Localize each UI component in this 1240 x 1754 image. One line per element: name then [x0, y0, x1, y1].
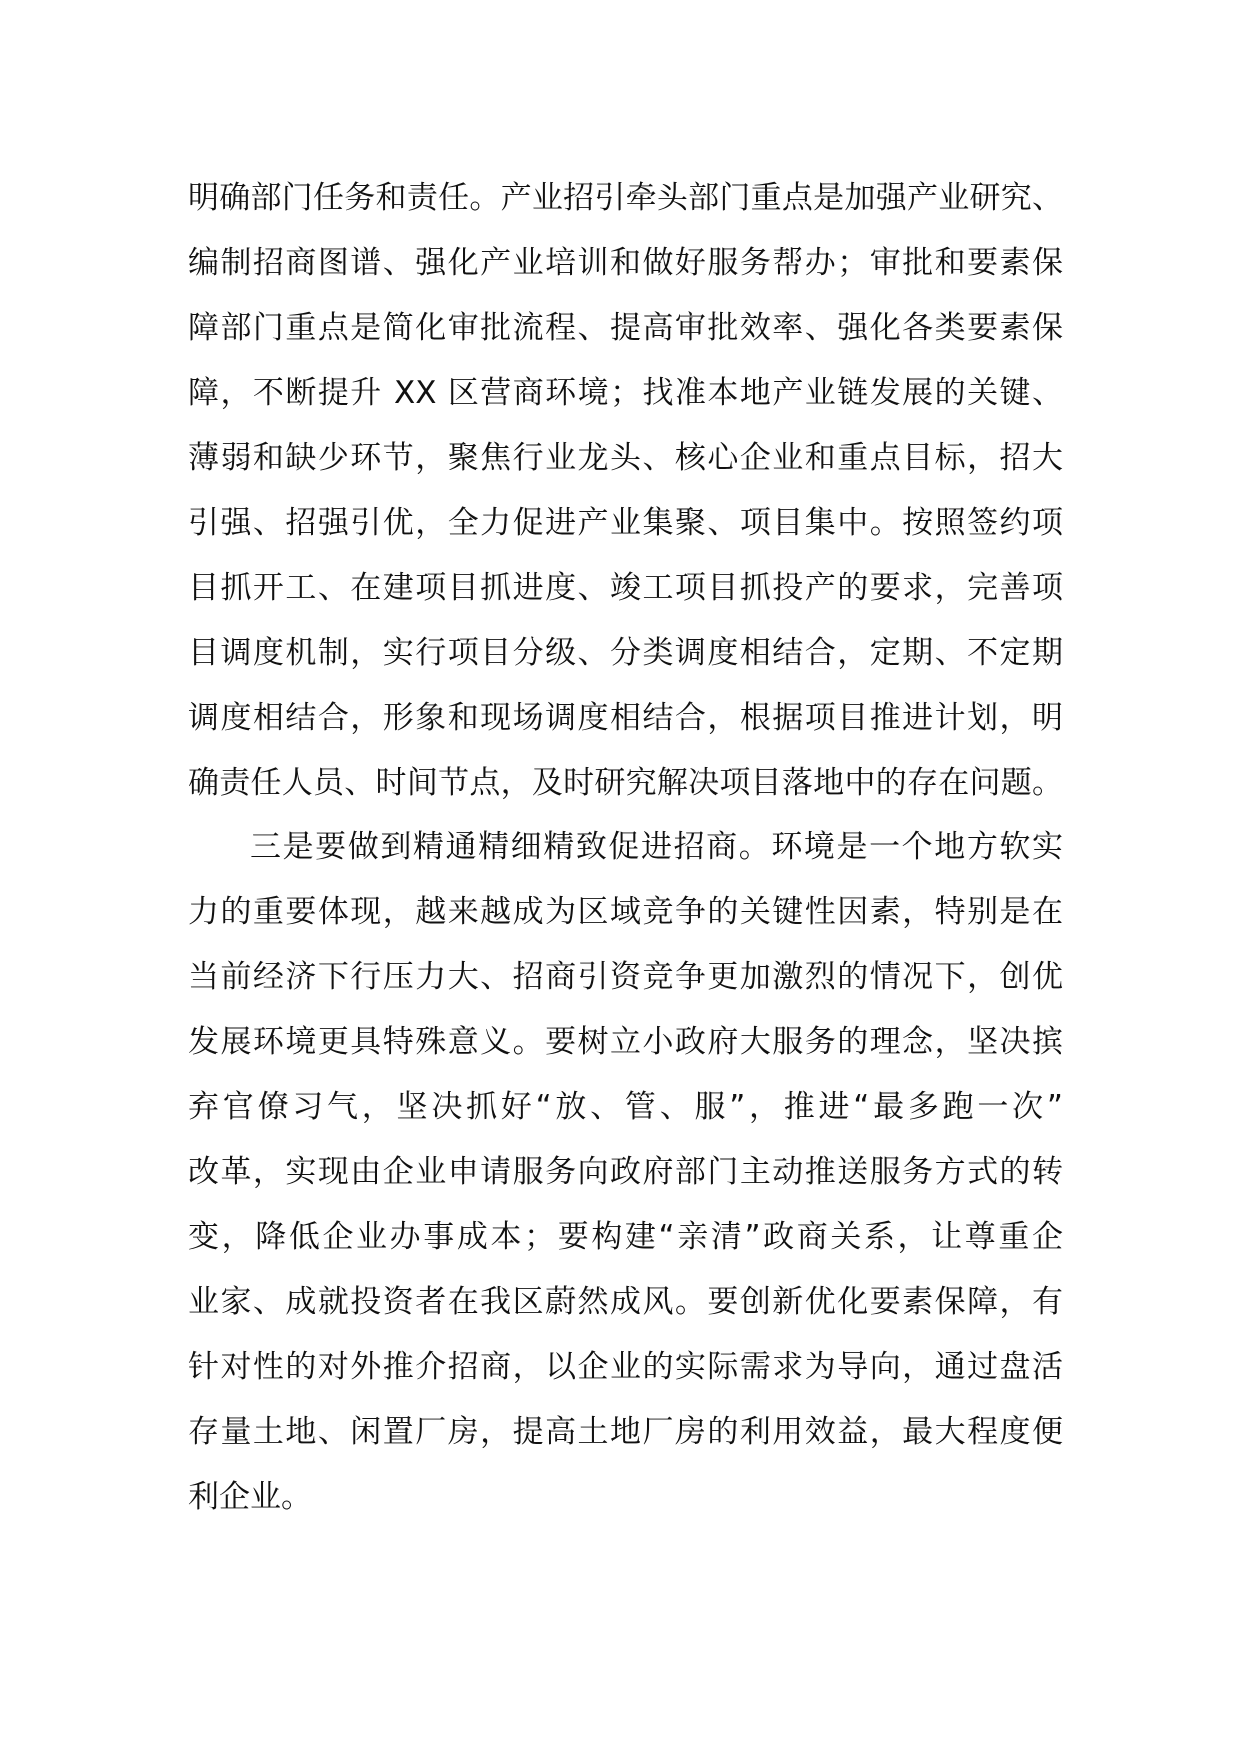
paragraph-1: [188, 166, 1063, 816]
text-line: 障，不断提升 XX 区营商环境；找准本地产业链发展的关键、: [188, 375, 1063, 411]
text-line: 障部门重点是简化审批流程、提高审批效率、强化各类要素保: [188, 310, 1063, 346]
text-line: 薄弱和缺少环节，聚焦行业龙头、核心企业和重点目标，招大: [188, 440, 1063, 476]
text-line: 变，降低企业办事成本；要构建“亲清”政商关系，让尊重企: [188, 1219, 1063, 1255]
text-line: 明确部门任务和责任。产业招引牵头部门重点是加强产业研究、: [188, 180, 1063, 216]
text-line-last: 利企业。: [188, 1479, 312, 1515]
text-line: 目调度机制，实行项目分级、分类调度相结合，定期、不定期: [188, 635, 1063, 671]
text-line: 编制招商图谱、强化产业培训和做好服务帮办；审批和要素保: [188, 245, 1063, 281]
text-line: 目抓开工、在建项目抓进度、竣工项目抓投产的要求，完善项: [188, 570, 1063, 606]
text-line: 当前经济下行压力大、招商引资竞争更加激烈的情况下，创优: [188, 959, 1063, 995]
paragraph-2: [188, 815, 1063, 1530]
text-line: 弃官僚习气，坚决抓好“放、管、服”，推进“最多跑一次”: [188, 1089, 1063, 1125]
text-line: 改革，实现由企业申请服务向政府部门主动推送服务方式的转: [188, 1154, 1063, 1190]
text-line: 确责任人员、时间节点，及时研究解决项目落地中的存在问题。: [188, 765, 1063, 801]
text-line: 力的重要体现，越来越成为区域竞争的关键性因素，特别是在: [188, 894, 1063, 930]
text-line: 引强、招强引优，全力促进产业集聚、项目集中。按照签约项: [188, 505, 1063, 541]
text-line: 针对性的对外推介招商，以企业的实际需求为导向，通过盘活: [188, 1349, 1063, 1385]
text-line: 存量土地、闲置厂房，提高土地厂房的利用效益，最大程度便: [188, 1414, 1063, 1450]
text-line: 发展环境更具特殊意义。要树立小政府大服务的理念，坚决摈: [188, 1024, 1063, 1060]
text-line-indented: 三是要做到精通精细精致促进招商。环境是一个地方软实: [250, 829, 1063, 865]
text-line: 调度相结合，形象和现场调度相结合，根据项目推进计划，明: [188, 700, 1063, 736]
text-line: 业家、成就投资者在我区蔚然成风。要创新优化要素保障，有: [188, 1284, 1063, 1320]
